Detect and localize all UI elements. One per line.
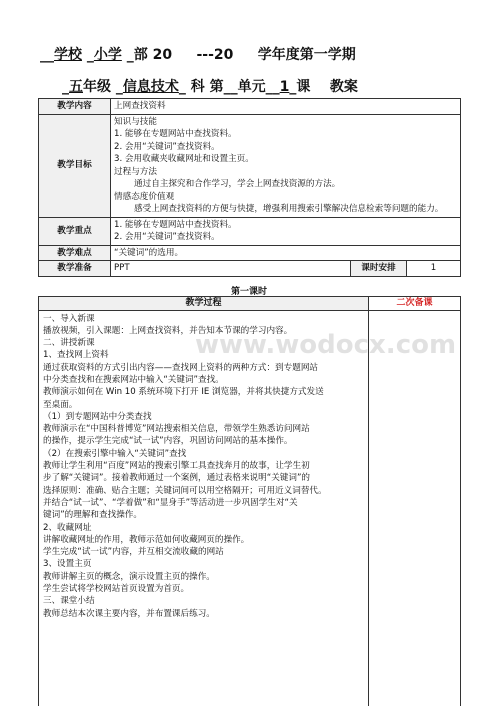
difficulty-value: “关键词”的选用。 — [111, 245, 461, 261]
process-line: 至桌面。 — [43, 399, 78, 410]
title-line-1: __学校 _小学 _部 20 ---20 学年度第一学期 — [40, 47, 356, 63]
goal-line: 通过自主探究和合作学习，学会上网查找资源的方法。 — [134, 179, 341, 189]
process-body — [39, 310, 369, 706]
period-title: 第一课时 — [230, 287, 267, 297]
process-line: 并结合“试一试”、“学着做”和“显身手”等活动进一步巩固学生对“关 — [43, 497, 298, 508]
key-point: 2. 会用“关键词”查找资料。 — [114, 232, 220, 242]
secondary-header: 二次备课 — [369, 297, 461, 311]
goal-label: 教学目标 — [39, 114, 111, 217]
goal-line: 2. 会用“关键词”查找资料。 — [114, 141, 220, 152]
subject-value: 信息技术 — [122, 79, 179, 95]
goal-line: 过程与方法 — [114, 166, 157, 177]
process-line: 2、收藏网址 — [43, 522, 92, 533]
goal-line: 1. 能够在专题网站中查找资料。 — [114, 129, 237, 139]
process-line: 学生尝试将学校网站首页设置为首页。 — [43, 584, 190, 595]
unit-suffix: 单元 — [237, 79, 266, 95]
prep-label: 教学准备 — [39, 261, 111, 277]
goal-line: 3. 会用收藏夹收藏网址和设置主页。 — [114, 154, 254, 164]
process-line: 三、课堂小结 — [43, 596, 95, 607]
difficulty-label: 教学难点 — [39, 245, 111, 261]
process-line: 选择原则：准确、贴合主题；关键词间可以用空格隔开；可用近义词替代。 — [43, 485, 327, 496]
lesson-info-table — [38, 98, 461, 277]
process-line: 学生完成“试一试”内容，并互相交流收藏的网站 — [43, 547, 224, 558]
process-line: 教师演示如何在 Win 10 系统环境下打开 IE 浏览器，并将其快捷方式发送 — [43, 387, 324, 398]
schedule-label: 课时安排 — [351, 261, 407, 277]
grade-suffix: 年级 — [83, 79, 111, 95]
year-dash: --- — [196, 47, 214, 63]
prep-value: PPT — [111, 261, 351, 277]
goal-list — [111, 114, 461, 217]
content-label: 教学内容 — [39, 99, 111, 115]
unit-prefix: 第 — [209, 79, 224, 95]
process-line: 播放视频，引入课题：上网查找资料，并告知本节课的学习内容。 — [43, 325, 293, 336]
process-line: 一、导入新课 — [43, 313, 95, 324]
process-line: （2）在搜索引擎中输入“关键词”查找 — [43, 448, 187, 459]
process-line: 的操作，提示学生完成“试一试”内容，巩固访问网站的基本操作。 — [43, 436, 293, 447]
process-line: 3、设置主页 — [43, 559, 92, 570]
process-line: 1、查找网上资料 — [43, 350, 109, 361]
schedule-value: 1 — [407, 261, 461, 277]
process-line: 教师总结本次课主要内容，并布置课后练习。 — [43, 608, 215, 619]
process-line: （1）到专题网站中分类查找 — [43, 411, 152, 422]
secondary-notes-cell — [369, 310, 461, 706]
lesson-suffix: 课 — [296, 79, 311, 95]
goal-line: 感受上网查找资料的方便与快捷，增强利用搜索引擎解决信息检索等问题的能力。 — [134, 204, 444, 214]
school-field: 学校 — [54, 47, 82, 63]
process-line: 教师让学生利用“百度”网站的搜索引擎工具查找奔月的故事，让学生初 — [43, 461, 310, 472]
content-value: 上网查找资料 — [111, 99, 461, 115]
process-line: 教师演示在“中国科普博览”网站搜索相关信息，带领学生熟悉访问网站 — [43, 424, 310, 435]
process-line: 二、讲授新课 — [43, 338, 95, 349]
watermark: www.wodocx.com — [195, 330, 457, 360]
subject-suffix: 科 — [190, 79, 205, 95]
title-line-2: _五年级 _信息技术_ 科 第__单元__1_课 教案 — [62, 79, 358, 95]
key-points — [111, 217, 461, 245]
goal-line: 知识与技能 — [114, 116, 157, 127]
primary-field: 小学 — [93, 47, 122, 63]
key-point: 1. 能够在专题网站中查找资料。 — [114, 219, 237, 230]
lesson-number: 1 — [279, 79, 290, 95]
process-line: 键词”的理解和查找操作。 — [43, 510, 142, 521]
grade-value: 五 — [69, 79, 83, 95]
plan-label: 教案 — [329, 79, 358, 95]
process-line: 步了解“关键词”。接着教师通过一个案例，通过表格来说明“关键词”的 — [43, 473, 311, 484]
year-a: 20 — [152, 47, 173, 63]
process-line: 教师讲解主页的概念，演示设置主页的操作。 — [43, 571, 215, 582]
goal-line: 情感态度价值观 — [114, 191, 175, 202]
process-line: 中分类查找和在搜索网站中输入“关键词”查找。 — [43, 374, 224, 385]
year-b: 20 — [213, 47, 234, 63]
process-line: 通过获取资料的方式引出内容——查找网上资料的两种方式：到专题网站 — [43, 362, 319, 373]
process-header: 教学过程 — [39, 297, 369, 311]
dept-field: 部 — [133, 47, 148, 63]
process-line: 讲解收藏网址的作用，教师示范如何收藏网页的操作。 — [43, 534, 250, 545]
term-label: 学年度第一学期 — [257, 47, 356, 63]
key-points-label: 教学重点 — [39, 217, 111, 245]
